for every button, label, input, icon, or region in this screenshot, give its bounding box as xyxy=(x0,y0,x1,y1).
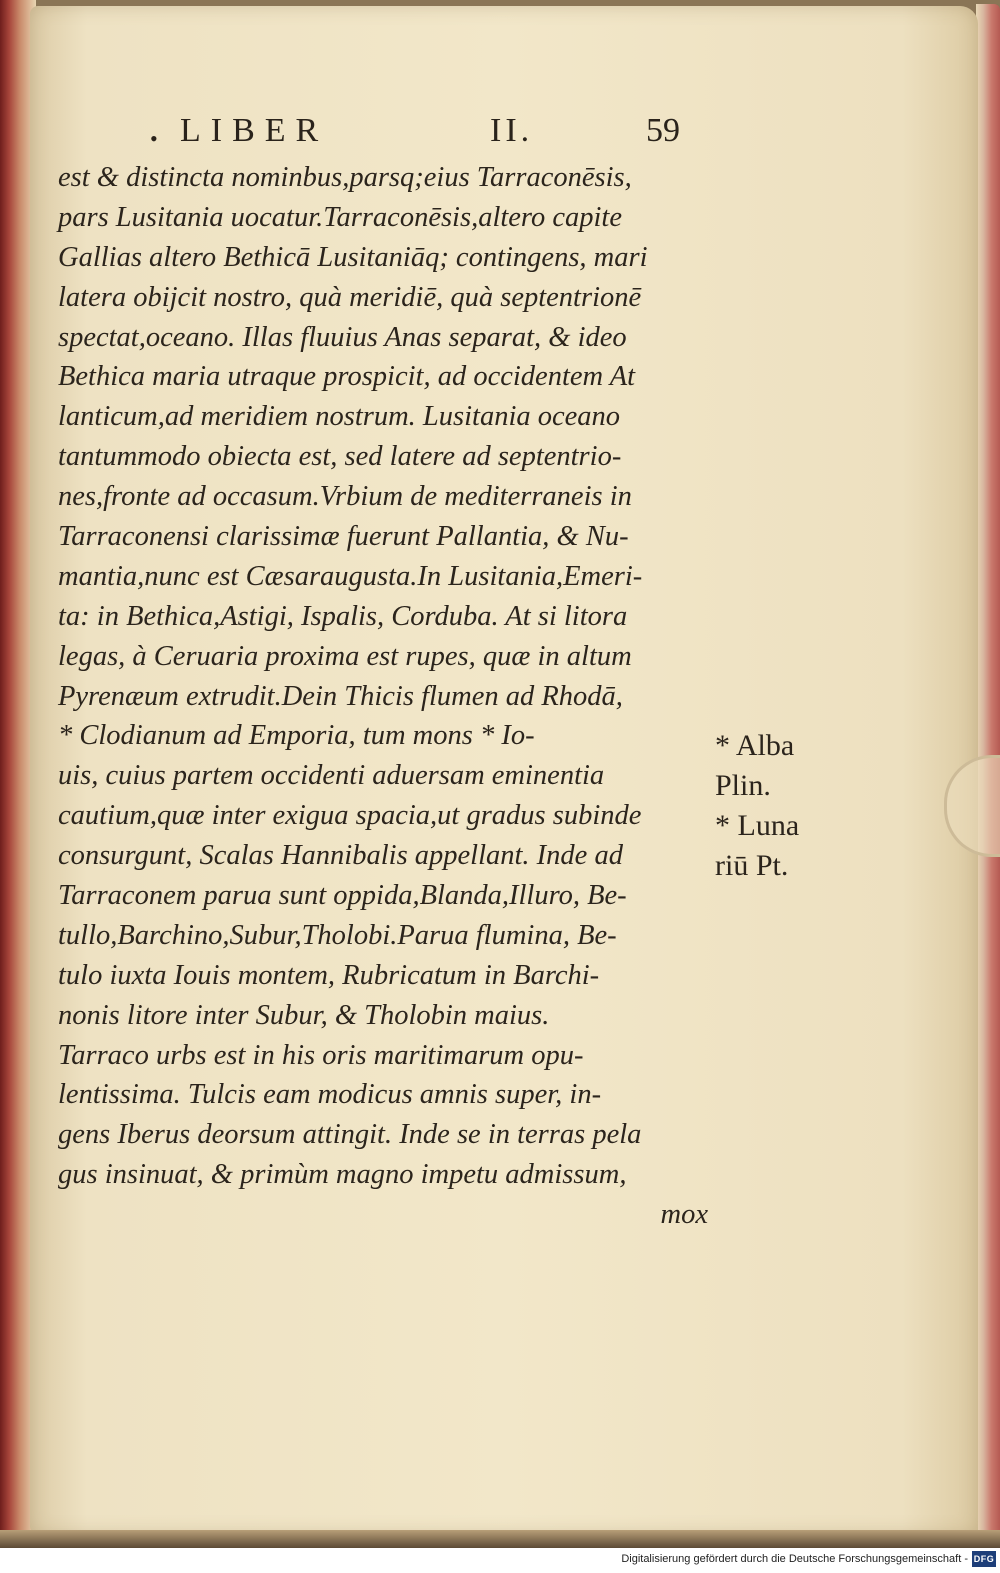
header-title: LIBER xyxy=(180,112,329,149)
text-line: spectat,oceano. Illas fluuius Anas separat, & ideo xyxy=(58,321,627,353)
body-text xyxy=(58,158,708,1235)
header-book-number: II. xyxy=(490,112,534,149)
text-line: Tarraco urbs est in his oris maritimarum opu- xyxy=(58,1039,584,1071)
text-line: mantia,nunc est Cæsaraugusta.In Lusitania,Emeri- xyxy=(58,560,643,592)
text-line: nes,fronte ad occasum.Vrbium de mediterraneis in xyxy=(58,481,632,513)
text-line: legas, à Ceruaria proxima est rupes, quæ in altum xyxy=(58,640,632,672)
text-line: pars Lusitania uocatur.Tarraconēsis,altero capite xyxy=(58,201,622,233)
text-line: Pyrenæum extrudit.Dein Thicis flumen ad Rhodā, xyxy=(58,680,623,712)
text-line: gens Iberus deorsum attingit. Inde se in terras pela xyxy=(58,1119,642,1151)
text-line: Gallias altero Bethicā Lusitaniāq; contingens, mari xyxy=(58,241,648,273)
funding-credit: Digitalisierung gefördert durch die Deutsche Forschungsgemeinschaft - xyxy=(621,1553,968,1565)
margin-note: * Alba xyxy=(715,729,795,762)
running-header xyxy=(150,112,690,158)
text-line: ta: in Bethica,Astigi, Ispalis, Corduba. At si litora xyxy=(58,600,628,632)
text-line: Bethica maria utraque prospicit, ad occidentem At xyxy=(58,361,636,393)
margin-note: * Luna xyxy=(715,809,800,842)
margin-note: Plin. xyxy=(715,769,771,802)
text-line: Tarraconem parua sunt oppida,Blanda,Illuro, Be- xyxy=(58,880,627,912)
text-line: cautium,quæ inter exigua spacia,ut gradus subinde xyxy=(58,800,642,832)
text-line: est & distincta nominbus,parsq;eius Tarraconēsis, xyxy=(58,162,632,193)
footer-bar xyxy=(0,1548,1000,1573)
header-ornament: • xyxy=(150,126,158,151)
bottom-book-edge xyxy=(0,1530,1000,1548)
text-line: nonis litore inter Subur, & Tholobin maius. xyxy=(58,999,550,1031)
page-number: 59 xyxy=(646,112,680,149)
catchword: mox xyxy=(660,1199,708,1231)
text-line: Tarraconensi clarissimæ fuerunt Pallantia, & Nu- xyxy=(58,521,629,553)
text-line: gus insinuat, & primùm magno impetu admissum, xyxy=(58,1159,627,1191)
dfg-logo: DFG xyxy=(972,1551,996,1567)
text-line: lanticum,ad meridiem nostrum. Lusitania oceano xyxy=(58,401,621,433)
marginal-notes xyxy=(715,726,840,886)
text-line: lentissima. Tulcis eam modicus amnis super, in- xyxy=(58,1079,602,1111)
text-line: latera obijcit nostro, quà meridiē, quà septentrionē xyxy=(58,281,642,313)
text-line: consurgunt, Scalas Hannibalis appellant. Inde ad xyxy=(58,840,623,872)
text-line: * Clodianum ad Emporia, tum mons * Io- xyxy=(58,720,535,752)
text-line: tullo,Barchino,Subur,Tholobi.Parua flumina, Be- xyxy=(58,919,617,951)
text-line: tantummodo obiecta est, sed latere ad septentrio- xyxy=(58,441,622,473)
margin-note: riū Pt. xyxy=(715,849,789,882)
text-line: tulo iuxta Iouis montem, Rubricatum in Barchi- xyxy=(58,959,600,991)
text-line: uis, cuius partem occidenti aduersam eminentia xyxy=(58,760,605,792)
